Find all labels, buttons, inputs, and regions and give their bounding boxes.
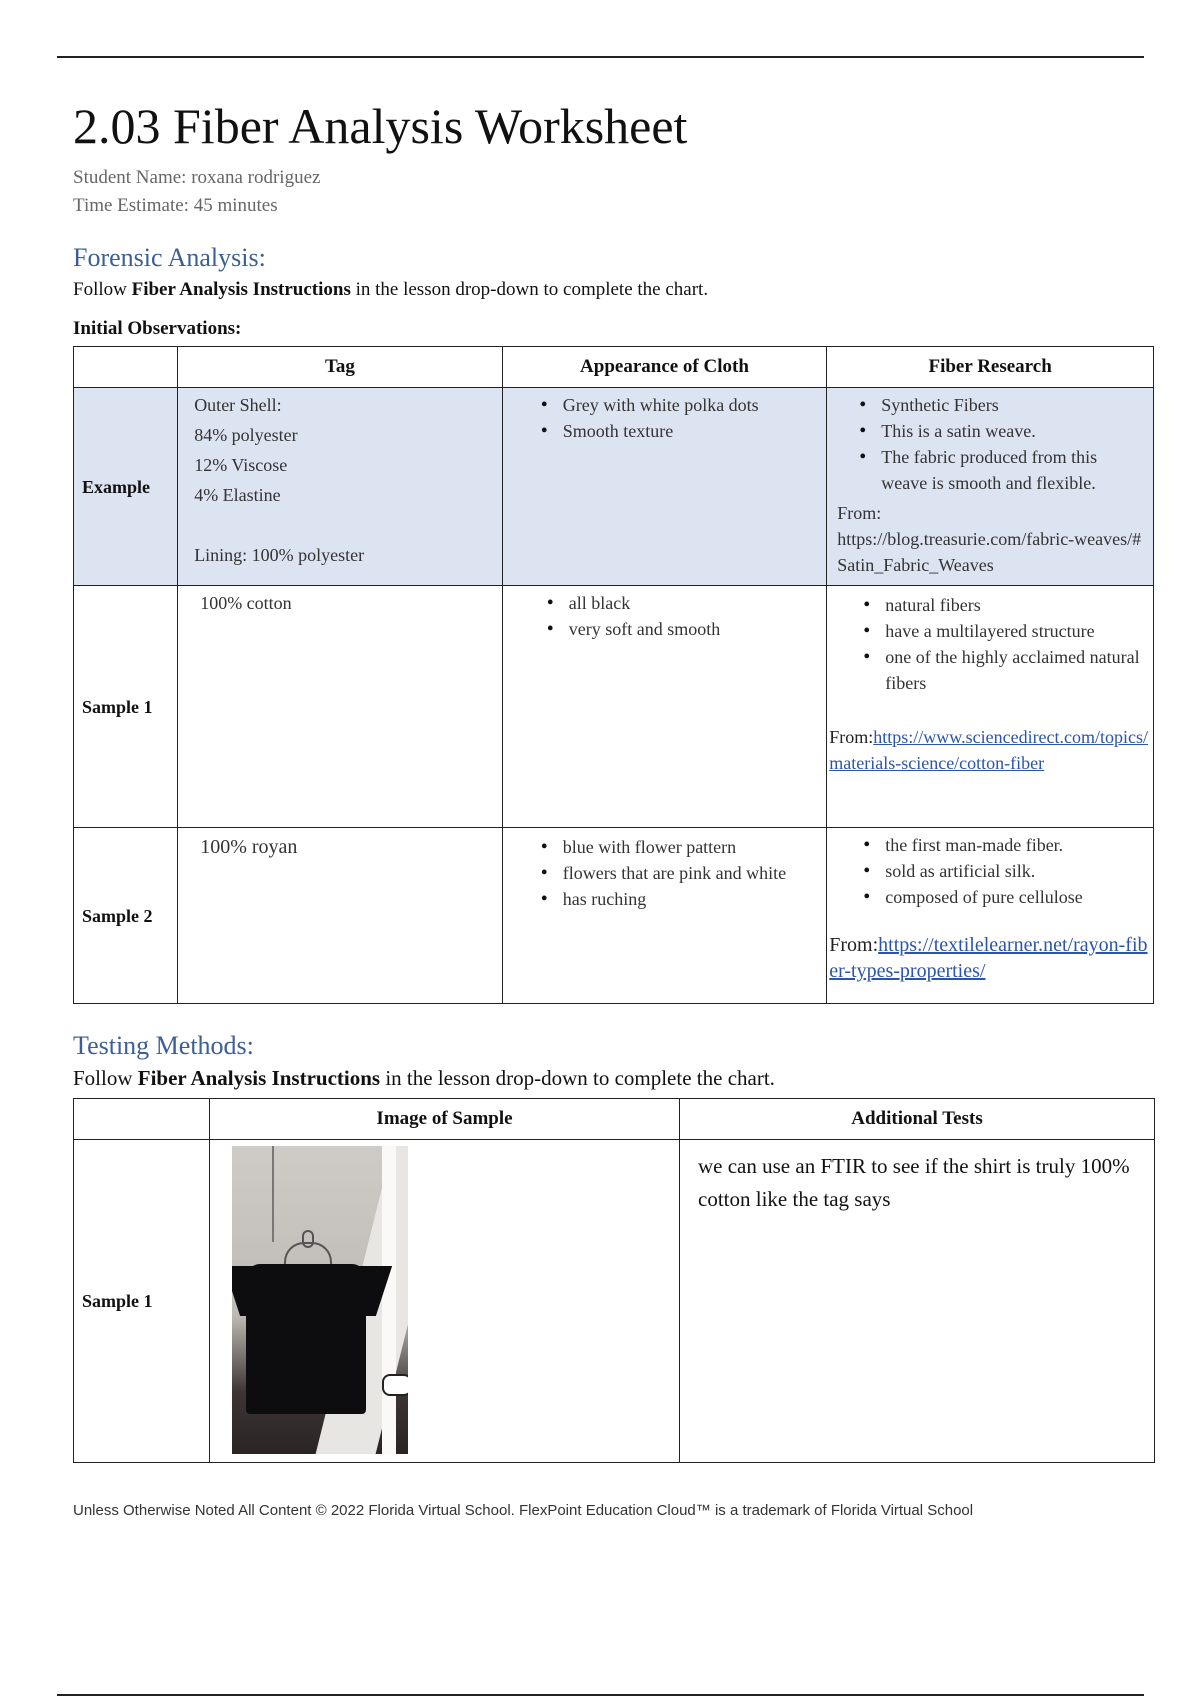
additional-tests-text: we can use an FTIR to see if the shirt is truly 100% cotton like the tag says <box>698 1154 1130 1211</box>
table-row-sample-1 <box>74 1140 1155 1463</box>
row-label: Sample 1 <box>74 586 178 828</box>
tests-cell <box>680 1140 1155 1463</box>
source-label: From: <box>829 934 879 956</box>
tag-cell: Outer Shell: 84% polyester 12% Viscose 4% Elastine Lining: 100% polyester <box>178 388 503 586</box>
instructions-link-text: Fiber Analysis Instructions <box>131 279 351 300</box>
header-tests: Additional Tests <box>680 1099 1155 1140</box>
header-research: Fiber Research <box>827 347 1154 388</box>
list-item: • natural fibers <box>863 592 1143 618</box>
testing-instructions: Follow Fiber Analysis Instructions in the lesson drop-down to complete the chart. <box>73 1066 775 1090</box>
research-cell <box>827 388 1154 586</box>
list-item: • the first man-made fiber. <box>863 832 1143 858</box>
list-item: • The fabric produced from this weave is smooth and flexible. <box>859 444 1143 496</box>
bottom-rule <box>57 1694 1144 1696</box>
tag-cell: 100% royan <box>178 828 503 1004</box>
research-cell <box>827 828 1154 1004</box>
list-item: • Synthetic Fibers <box>859 392 1143 418</box>
header-image: Image of Sample <box>210 1099 680 1140</box>
testing-table <box>73 1098 1155 1463</box>
appearance-cell <box>502 828 827 1004</box>
list-item: • very soft and smooth <box>547 616 817 642</box>
forensic-instructions: Follow Fiber Analysis Instructions in the lesson drop-down to complete the chart. <box>73 279 709 300</box>
instructions-link-text: Fiber Analysis Instructions <box>137 1066 381 1090</box>
header-blank <box>74 347 178 388</box>
observations-label: Initial Observations: <box>73 318 242 339</box>
header-tag: Tag <box>178 347 503 388</box>
observations-table <box>73 346 1154 1004</box>
student-name: Student Name: roxana rodriguez <box>73 167 321 188</box>
source-link[interactable]: https://www.sciencedirect.com/topics/materials-science/cotton-fiber <box>829 727 1149 773</box>
meta-info <box>73 164 1153 220</box>
page-title: 2.03 Fiber Analysis Worksheet <box>73 98 688 154</box>
table-row-example <box>74 388 1154 586</box>
list-item: • have a multilayered structure <box>863 618 1143 644</box>
source-label: From: <box>837 503 882 523</box>
time-estimate: Time Estimate: 45 minutes <box>73 195 278 216</box>
appearance-cell <box>502 586 827 828</box>
row-label: Sample 1 <box>74 1140 210 1463</box>
header-appearance: Appearance of Cloth <box>502 347 827 388</box>
list-item: • Smooth texture <box>541 418 817 444</box>
source-link[interactable]: https://textilelearner.net/rayon-fiber-types-properties/ <box>829 934 1148 982</box>
list-item: • has ruching <box>541 886 817 912</box>
list-item: • sold as artificial silk. <box>863 858 1143 884</box>
footer-copyright: Unless Otherwise Noted All Content © 2022 Florida Virtual School. FlexPoint Education Cloud™ is a trademark of Florida Virtual School <box>73 1502 974 1519</box>
table-header-row <box>74 1099 1155 1140</box>
list-item: • all black <box>547 590 817 616</box>
table-row-sample-1 <box>74 586 1154 828</box>
top-rule <box>57 56 1144 58</box>
table-row-sample-2 <box>74 828 1154 1004</box>
list-item: • one of the highly acclaimed natural fibers <box>863 644 1143 696</box>
list-item: • Grey with white polka dots <box>541 392 817 418</box>
source-url: https://blog.treasurie.com/fabric-weaves/#Satin_Fabric_Weaves <box>837 529 1142 575</box>
forensic-heading: Forensic Analysis: <box>73 243 266 272</box>
image-cell <box>210 1140 680 1463</box>
row-label: Example <box>74 388 178 586</box>
list-item: • composed of pure cellulose <box>863 884 1143 910</box>
source-label: From: <box>829 727 874 747</box>
appearance-cell <box>502 388 827 586</box>
worksheet-page <box>73 96 1153 1463</box>
tag-cell: 100% cotton <box>178 586 503 828</box>
black-tshirt-photo <box>232 1146 408 1454</box>
header-blank <box>74 1099 210 1140</box>
list-item: • blue with flower pattern <box>541 834 817 860</box>
list-item: • flowers that are pink and white <box>541 860 817 886</box>
testing-heading: Testing Methods: <box>73 1031 254 1060</box>
row-label: Sample 2 <box>74 828 178 1004</box>
list-item: • This is a satin weave. <box>859 418 1143 444</box>
table-header-row <box>74 347 1154 388</box>
research-cell <box>827 586 1154 828</box>
